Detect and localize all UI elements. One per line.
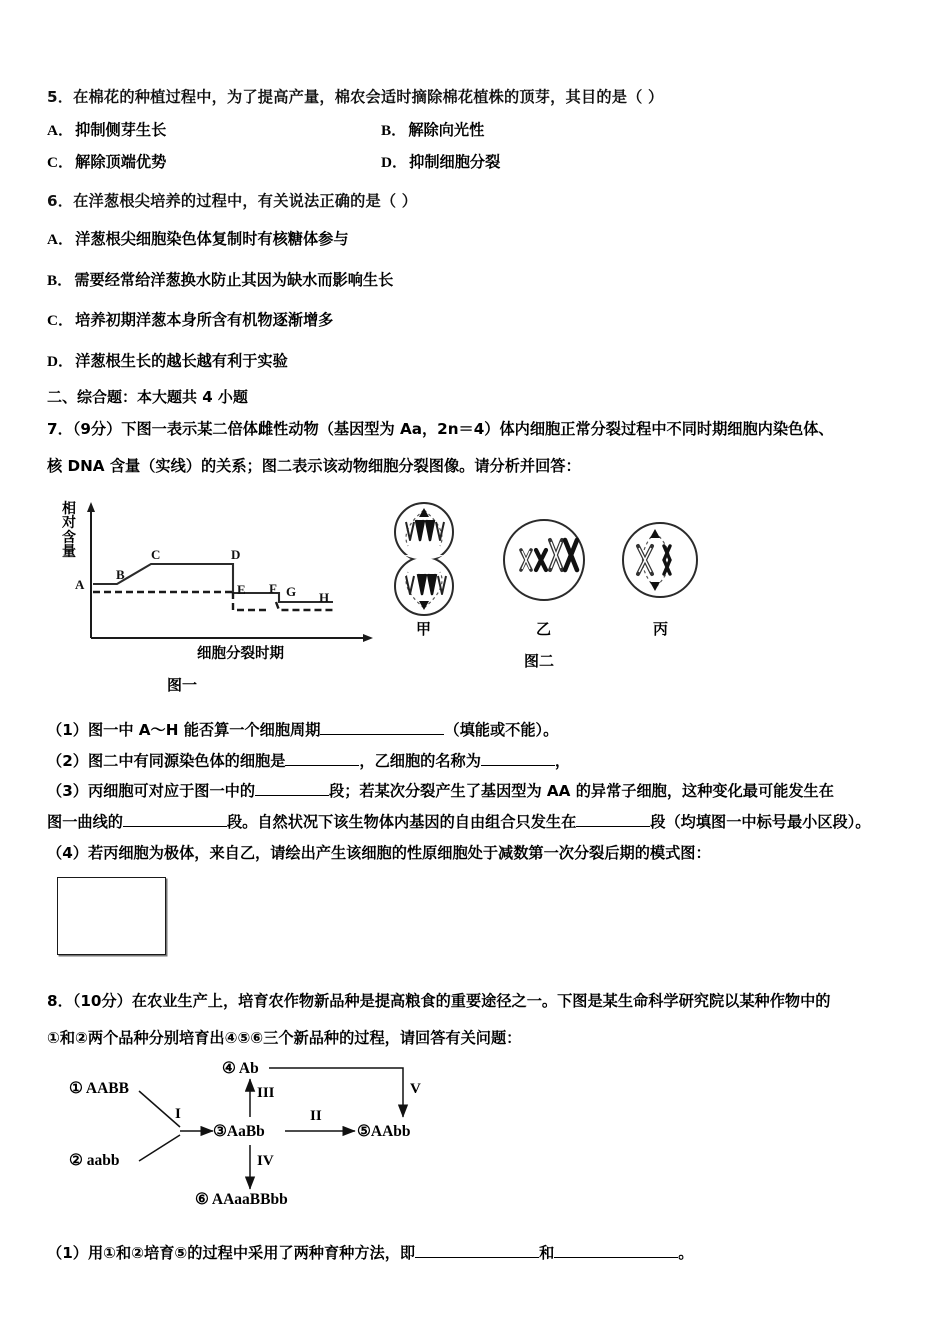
svg-text:G: G bbox=[286, 584, 297, 600]
sub-3-text-b: 段；若某次分裂产生了基因型为 AA 的异常子细胞，这种变化最可能发生在 bbox=[329, 782, 834, 801]
question-7-line-2: 核 DNA 含量（实线）的关系；图二表示该动物细胞分裂图像。请分析并回答： bbox=[47, 456, 581, 475]
answer-blank[interactable] bbox=[554, 1241, 678, 1257]
chart-y-axis-label: 相对含量 bbox=[62, 501, 76, 560]
question-5-options-row-2 bbox=[47, 151, 913, 175]
node-4: ④ Ab bbox=[222, 1059, 259, 1077]
question-7-sub-2 bbox=[47, 749, 913, 774]
question-8-line-2: ①和②两个品种分别培育出④⑤⑥三个新品种的过程，请回答有关问题： bbox=[47, 1028, 522, 1047]
edge-label-I: I bbox=[175, 1105, 181, 1122]
answer-blank[interactable] bbox=[481, 750, 555, 766]
option-text: 抑制细胞分裂 bbox=[409, 153, 501, 172]
sub-2-text-a: （2）图二中有同源染色体的细胞是 bbox=[47, 751, 286, 770]
option-text: 洋葱根生长的越长越有利于实验 bbox=[75, 352, 288, 371]
answer-blank[interactable] bbox=[576, 811, 650, 827]
page-content bbox=[47, 86, 913, 1271]
question-6-option-b[interactable] bbox=[47, 269, 913, 293]
chart-x-axis-label: 细胞分裂时期 bbox=[197, 646, 284, 663]
answer-blank[interactable] bbox=[415, 1241, 539, 1257]
option-letter: C． bbox=[47, 312, 74, 330]
svg-text:B: B bbox=[116, 567, 125, 583]
node-5: ⑤AAbb bbox=[357, 1122, 411, 1140]
sub-3-text-a: （3）丙细胞可对应于图一中的 bbox=[47, 782, 256, 801]
answer-blank[interactable] bbox=[255, 780, 329, 796]
answer-blank[interactable] bbox=[285, 750, 359, 766]
sub-1-text-b: （填能或不能）。 bbox=[444, 721, 559, 740]
drawing-answer-box[interactable] bbox=[57, 877, 166, 955]
node-3: ③AaBb bbox=[213, 1122, 265, 1140]
sub-3-text-d: 段。自然状况下该生物体内基因的自由组合只发生在 bbox=[226, 813, 577, 832]
option-text: 培养初期洋葱本身所含有机物逐渐增多 bbox=[75, 311, 334, 330]
question-7-sub-3-line-1 bbox=[47, 779, 913, 804]
option-text: 需要经常给洋葱换水防止其因为缺水而影响生长 bbox=[74, 270, 394, 289]
option-text: 解除向光性 bbox=[408, 120, 485, 139]
question-8-line-1: 8．（10分）在农业生产上，培育农作物新品种是提高粮食的重要途径之一。下图是某生命科学研究院以某种作物中的 bbox=[47, 992, 831, 1011]
node-2: ② aabb bbox=[69, 1151, 120, 1169]
question-7-line-1: 7．（9分）下图一表示某二倍体雌性动物（基因型为 Aa，2n＝4）体内细胞正常分裂过程中不同时期细胞内染色体、 bbox=[47, 419, 834, 438]
section-heading: 二、综合题：本大题共 4 小题 bbox=[47, 387, 248, 406]
figure-1-caption: 图一 bbox=[167, 676, 198, 695]
edge-label-II: II bbox=[310, 1107, 322, 1124]
svg-text:D: D bbox=[231, 547, 241, 563]
sub-2-text-c: ， bbox=[554, 751, 571, 770]
question-6-option-a[interactable] bbox=[47, 228, 913, 252]
option-text: 抑制侧芽生长 bbox=[75, 120, 167, 139]
question-5-option-c[interactable] bbox=[47, 151, 381, 175]
sub-3-text-e: 段（均填图一中标号最小区段）。 bbox=[650, 813, 871, 832]
svg-text:F: F bbox=[269, 581, 277, 597]
question-6-option-c[interactable] bbox=[47, 309, 913, 333]
option-letter: C． bbox=[47, 154, 74, 172]
cell-jia-label: 甲 bbox=[416, 620, 432, 639]
question-6-stem: 6．在洋葱根尖培养的过程中，有关说法正确的是（ ） bbox=[47, 192, 418, 211]
cell-bing bbox=[623, 523, 697, 597]
question-5-option-d[interactable] bbox=[381, 151, 500, 175]
cell-yi-label: 乙 bbox=[536, 620, 552, 639]
sub-2-text-b: ，乙细胞的名称为 bbox=[359, 751, 481, 770]
figure-2-caption: 图二 bbox=[524, 652, 555, 671]
q8-sub-1-text-a: （1）用①和②培育⑤的过程中采用了两种育种方法，即 bbox=[47, 1243, 416, 1262]
figure-3-breeding-flowchart bbox=[47, 1061, 477, 1231]
cell-jia bbox=[395, 503, 453, 615]
cell-yi bbox=[504, 520, 584, 600]
figure-2-cells bbox=[372, 498, 717, 683]
question-7-sub-3-line-2 bbox=[47, 810, 913, 835]
q8-sub-1-text-c: 。 bbox=[678, 1243, 694, 1262]
question-7-sub-4: （4）若丙细胞为极体，来自乙，请绘出产生该细胞的性原细胞处于减数第一次分裂后期的模式图： bbox=[47, 843, 711, 862]
option-letter: B． bbox=[381, 121, 407, 139]
question-5-option-b[interactable] bbox=[381, 119, 484, 143]
svg-text:E: E bbox=[237, 582, 246, 598]
node-1: ① AABB bbox=[69, 1079, 129, 1097]
question-7-sub-1 bbox=[47, 718, 913, 743]
question-5-option-a[interactable] bbox=[47, 119, 381, 143]
sub-1-text-a: （1）图一中 A～H 能否算一个细胞周期 bbox=[47, 721, 321, 740]
option-letter: D． bbox=[381, 154, 408, 172]
figure-1-chart bbox=[47, 492, 407, 695]
question-5-stem: 5．在棉花的种植过程中，为了提高产量，棉农会适时摘除棉花植株的顶芽，其目的是（ ） bbox=[47, 88, 664, 106]
edge-label-V: V bbox=[410, 1080, 421, 1097]
question-8-sub-1 bbox=[47, 1241, 913, 1266]
option-letter: A． bbox=[47, 230, 74, 248]
svg-text:A: A bbox=[75, 577, 85, 593]
option-letter: B． bbox=[47, 271, 73, 289]
answer-blank[interactable] bbox=[123, 811, 227, 827]
cell-bing-label: 丙 bbox=[653, 620, 669, 639]
edge-label-III: III bbox=[257, 1084, 275, 1101]
edge-label-IV: IV bbox=[257, 1152, 274, 1169]
svg-text:H: H bbox=[319, 590, 330, 606]
figures-row bbox=[47, 492, 913, 704]
option-text: 洋葱根尖细胞染色体复制时有核糖体参与 bbox=[75, 229, 349, 248]
q8-sub-1-text-b: 和 bbox=[539, 1243, 555, 1262]
sub-3-text-c: 图一曲线的 bbox=[47, 813, 123, 832]
answer-blank[interactable] bbox=[320, 719, 444, 735]
svg-text:C: C bbox=[151, 547, 161, 563]
node-6: ⑥ AAaaBBbb bbox=[195, 1190, 288, 1208]
option-letter: A． bbox=[47, 121, 74, 139]
question-6-option-d[interactable] bbox=[47, 350, 913, 374]
option-letter: D． bbox=[47, 353, 74, 371]
question-5-options-row-1 bbox=[47, 119, 913, 143]
option-text: 解除顶端优势 bbox=[75, 153, 167, 172]
